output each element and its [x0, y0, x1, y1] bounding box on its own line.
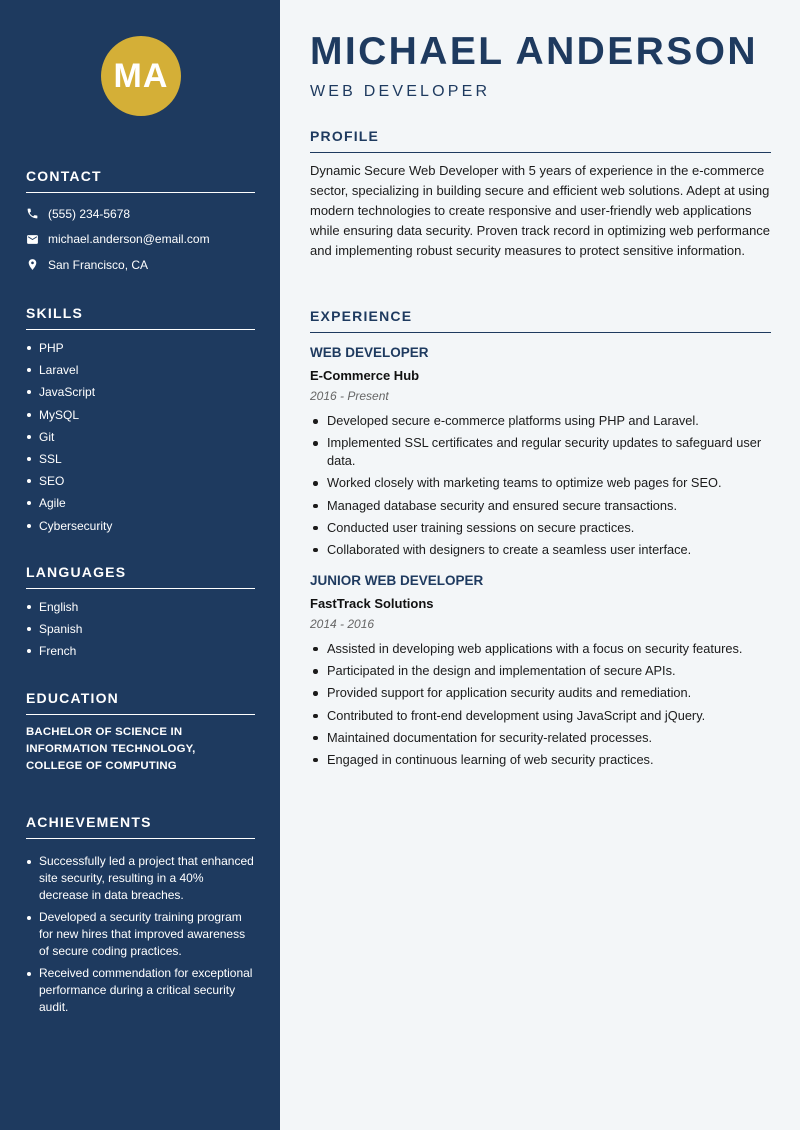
- skills-heading: SKILLS: [26, 305, 255, 330]
- phone-text: (555) 234-5678: [48, 206, 131, 221]
- email-icon: [26, 233, 39, 246]
- achievements-list: [26, 853, 255, 1016]
- contact-email: [26, 227, 255, 253]
- bullet-item: Worked closely with marketing teams to optimize web pages for SEO.: [310, 474, 771, 492]
- languages-section: [26, 564, 255, 663]
- company-name: FastTrack Solutions: [310, 595, 434, 611]
- profile-heading: PROFILE: [310, 128, 771, 153]
- achievements-section: [26, 814, 255, 1021]
- bullet-item: Collaborated with designers to create a seamless user interface.: [310, 541, 771, 559]
- bullet-item: Managed database security and ensured secure transactions.: [310, 497, 771, 515]
- bullet-item: Participated in the design and implementation of secure APIs.: [310, 662, 771, 680]
- skill-item: JavaScript: [26, 381, 255, 403]
- skill-item: SEO: [26, 470, 255, 492]
- contact-heading: CONTACT: [26, 168, 255, 193]
- job-bullets: [310, 640, 771, 769]
- bullet-item: Developed secure e-commerce platforms using PHP and Laravel.: [310, 412, 771, 430]
- phone-icon: [26, 207, 39, 220]
- education-degree: BACHELOR OF SCIENCE IN INFORMATION TECHNOLOGY, COLLEGE OF COMPUTING: [26, 726, 196, 772]
- location-text: San Francisco, CA: [48, 257, 149, 272]
- company-name: E-Commerce Hub: [310, 368, 420, 383]
- skill-item: PHP: [26, 337, 255, 359]
- job-dates: 2014 - 2016: [310, 616, 375, 631]
- bullet-item: Provided support for application security audits and remediation.: [310, 684, 771, 702]
- skill-item: MySQL: [26, 404, 255, 426]
- job-entry: [310, 573, 771, 769]
- achievements-heading: ACHIEVEMENTS: [26, 814, 255, 839]
- skills-list: [26, 337, 255, 537]
- contact-location: [26, 252, 255, 278]
- contact-section: [26, 168, 255, 278]
- skill-item: Git: [26, 426, 255, 448]
- job-entry: [310, 345, 771, 559]
- avatar: MA: [101, 36, 181, 116]
- job-dates: 2016 - Present: [310, 389, 389, 403]
- languages-list: [26, 596, 255, 663]
- sidebar: [0, 0, 280, 1130]
- bullet-item: Maintained documentation for security-related processes.: [310, 729, 771, 747]
- bullet-item: Implemented SSL certificates and regular security updates to safeguard user data.: [310, 434, 771, 470]
- language-item: English: [26, 596, 255, 618]
- email-text: michael.anderson@email.com: [48, 232, 210, 247]
- achievement-item: Received commendation for exceptional performance during a critical security audit.: [26, 965, 255, 1016]
- location-pin-icon: [26, 258, 39, 271]
- job-title: WEB DEVELOPER: [310, 345, 429, 360]
- language-item: French: [26, 640, 255, 662]
- language-item: Spanish: [26, 618, 255, 640]
- education-heading: EDUCATION: [26, 690, 255, 715]
- contact-phone: [26, 201, 255, 227]
- bullet-item: Contributed to front-end development using JavaScript and jQuery.: [310, 707, 771, 725]
- job-role: WEB DEVELOPER: [310, 83, 491, 100]
- skill-item: Agile: [26, 492, 255, 514]
- profile-section: [310, 128, 771, 261]
- bullet-item: Engaged in continuous learning of web security practices.: [310, 751, 771, 769]
- achievement-item: Developed a security training program for new hires that improved awareness of secure coding practices.: [26, 909, 255, 960]
- job-bullets: [310, 412, 771, 559]
- bullet-item: Assisted in developing web applications with a focus on security features.: [310, 640, 771, 658]
- page-title: MICHAEL ANDERSON: [310, 30, 758, 73]
- job-title: JUNIOR WEB DEVELOPER: [310, 572, 484, 588]
- skills-section: [26, 305, 255, 537]
- education-section: [26, 690, 255, 775]
- skill-item: Laravel: [26, 359, 255, 381]
- experience-heading: EXPERIENCE: [310, 308, 771, 333]
- skill-item: SSL: [26, 448, 255, 470]
- experience-section: [310, 308, 771, 773]
- skill-item: Cybersecurity: [26, 515, 255, 537]
- bullet-item: Conducted user training sessions on secure practices.: [310, 519, 771, 537]
- profile-text: Dynamic Secure Web Developer with 5 years of experience in the e-commerce sector, specializing in building secure and efficient web solutions. Adept at using modern technologies to create responsive and user-friendly web applications while ensuring data security. Proven track record in optimizing web performance and implementing robust security measures to protect sensitive information.: [310, 163, 771, 258]
- languages-heading: LANGUAGES: [26, 564, 255, 589]
- achievement-item: Successfully led a project that enhanced site security, resulting in a 40% decrease in data breaches.: [26, 853, 255, 904]
